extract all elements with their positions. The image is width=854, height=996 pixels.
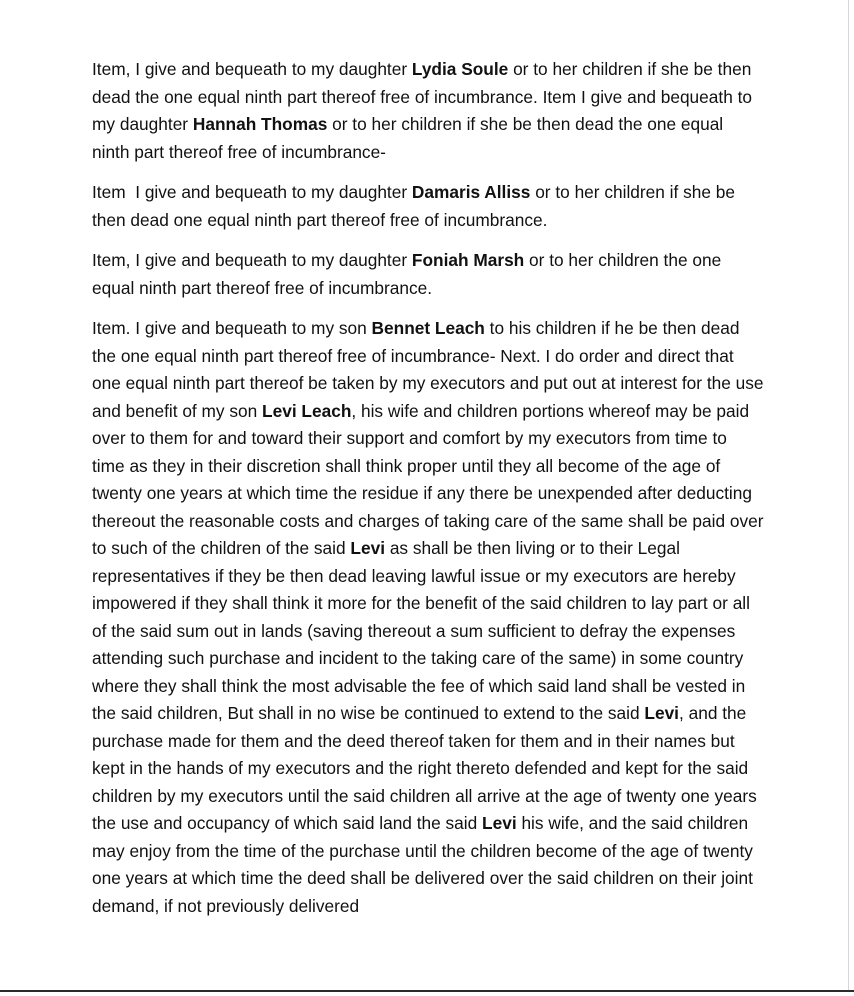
paragraph	[92, 315, 764, 920]
text-segment: Item, I give and bequeath to my daughter	[92, 250, 412, 270]
paragraph	[92, 247, 764, 302]
text-segment: Item I give and bequeath to my daughter	[92, 182, 412, 202]
person-name: Levi Leach	[262, 400, 352, 421]
person-name: Levi	[644, 703, 679, 723]
text-segment: or to her children if she be then dead the one equal ninth part thereof free of incumbrance. Item I give and bequeath to my daughter	[92, 59, 753, 134]
document-body	[92, 56, 764, 933]
text-segment: as shall be then living or to their Legal representatives if they be then dead leaving lawful issue or my executors are hereby impowered if they shall think it more for the benefit of the said children to lay part or all of the said sum out in lands (saving thereout a sum sufficient to defray the expenses attending such purchase and incident to the taking care of the same) in some country where they shall think the most advisable the fee of which said land shall be vested in the said children, But shall in no wise be continued to extend to the said	[92, 538, 750, 723]
person-name: Levi	[350, 538, 386, 558]
text-segment: , his wife and children portions whereof may be paid over to them for and toward their support and comfort by my executors from time to time as they in their discretion shall think proper until they all become of the age of twenty one years at which time the residue if any there be unexpended after deducting thereout the reasonable costs and charges of taking care of the same shall be paid over to such of the children of the said	[92, 400, 764, 558]
text-segment: to his children if he be then dead the one equal ninth part thereof free of incumbrance- Next. I do order and direct that one equal ninth part thereof be taken by my executors and put out at interest for the use and benefit of my son	[92, 318, 764, 421]
person-name: Lydia Soule	[411, 59, 509, 79]
page-bottom-edge	[0, 990, 854, 996]
person-name: Damaris Alliss	[411, 182, 531, 202]
text-segment: or to her children the one equal ninth part thereof free of incumbrance.	[92, 250, 722, 298]
person-name: Hannah Thomas	[192, 114, 328, 134]
text-segment: Item. I give and bequeath to my son	[92, 318, 372, 338]
paragraph	[92, 179, 764, 234]
text-segment: or to her children if she be then dead the one equal ninth part thereof free of incumbrance-	[92, 114, 724, 162]
person-name: Foniah Marsh	[411, 250, 525, 270]
paragraph	[92, 56, 764, 166]
person-name: Levi	[482, 813, 517, 833]
person-name: Bennet Leach	[371, 318, 485, 338]
text-segment: or to her children if she be then dead one equal ninth part thereof free of incumbrance.	[92, 182, 740, 230]
text-segment: Item, I give and bequeath to my daughter	[92, 59, 412, 79]
text-segment: , and the purchase made for them and the deed thereof taken for them and in their names but kept in the hands of my executors and the right thereto defended and kept for the said children by my executors until the said children all arrive at the age of twenty one years the use and occupancy of which said land the said	[92, 703, 757, 833]
text-segment: his wife, and the said children may enjoy from the time of the purchase until the children become of the age of twenty one years at which time the deed shall be delivered over the said children on their joint demand, if not previously delivered	[92, 813, 753, 916]
